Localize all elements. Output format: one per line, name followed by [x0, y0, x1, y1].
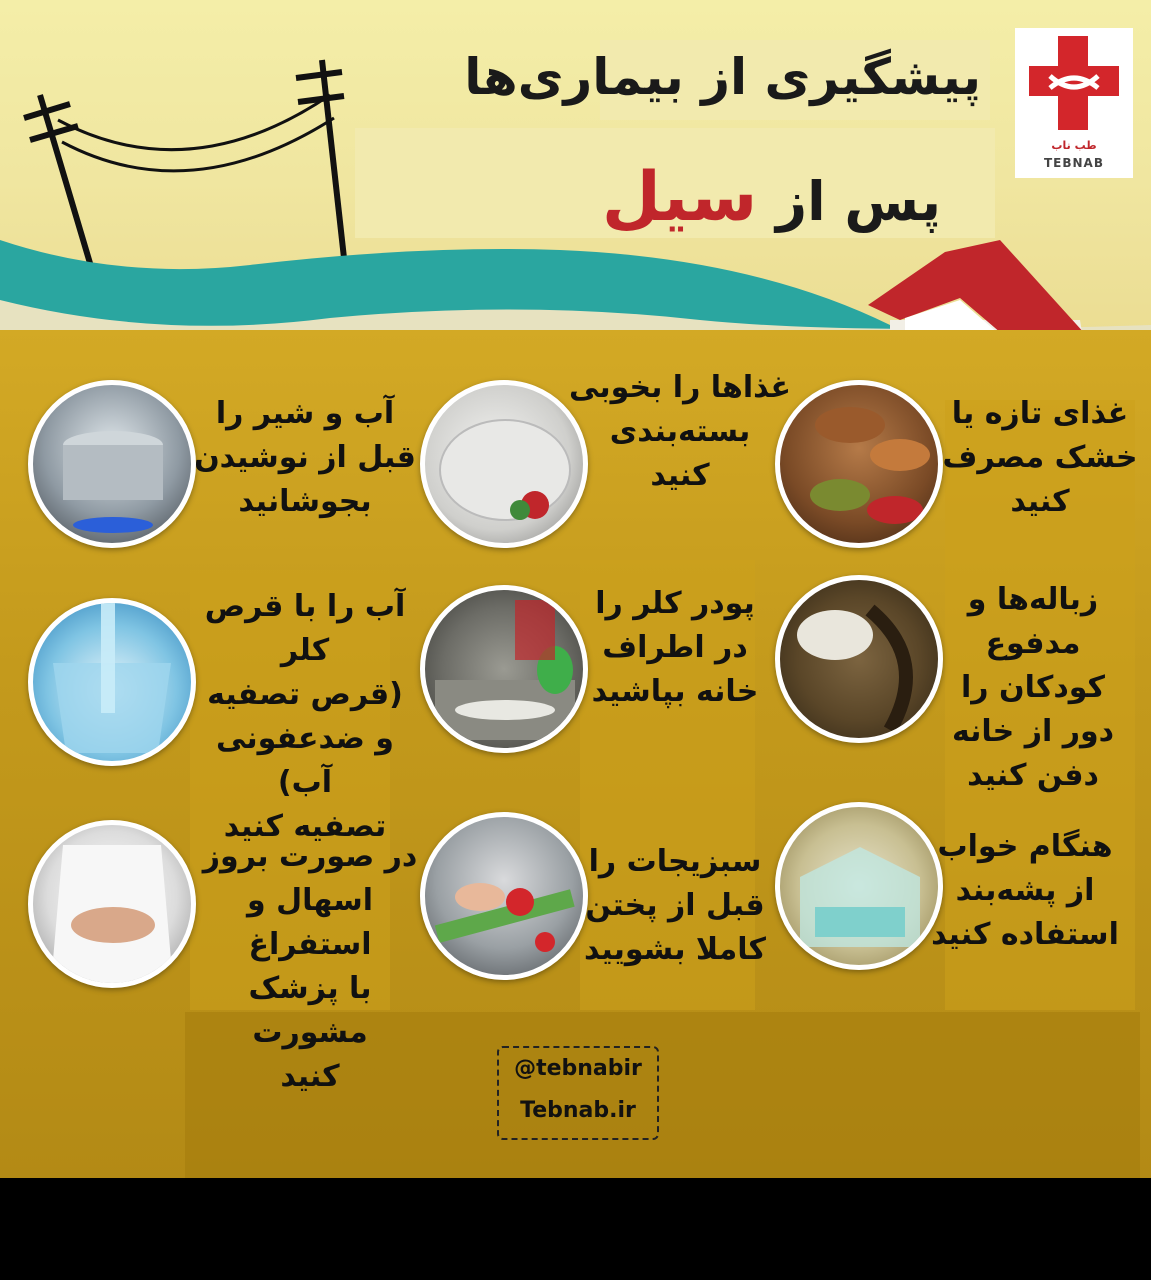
water-glass-image	[28, 598, 196, 766]
dried-food-spices-image	[775, 380, 943, 548]
logo-name: TEBNAB	[1043, 156, 1104, 170]
stomach-pain-image	[28, 820, 196, 988]
logo	[1015, 28, 1133, 178]
page-title: پیشگیری از بیماری‌ها	[464, 48, 981, 106]
bottom-bar	[0, 1178, 1151, 1280]
logo-brand: طب ناب	[1051, 139, 1097, 152]
tip-chlorine-tablet: آب را با قرص کلر (قرص تصفیه و ضدعفونی آب) تصفیه کنید	[204, 589, 406, 844]
subtitle-prefix: پس از	[757, 170, 941, 233]
chlorine-powder-image	[420, 585, 588, 753]
red-cross-hands-icon	[1015, 28, 1133, 138]
tip-chlorine-powder: پودر کلر را در اطراف خانه بپاشید	[591, 586, 759, 709]
mosquito-net-image	[775, 802, 943, 970]
washing-vegetables-image	[420, 812, 588, 980]
subtitle-flood: سیل	[601, 158, 758, 237]
boiling-pot-image	[28, 380, 196, 548]
tip-bury-waste: زباله‌ها و مدفوع کودکان را دور از خانه دفن کنید	[951, 582, 1115, 793]
tip-wash-vegetables: سبزیجات را قبل از پختن کاملا بشویید	[584, 844, 766, 967]
tip-package-food: غذاها را بخوبی بسته‌بندی کنید	[569, 370, 791, 493]
contact-box	[497, 1046, 659, 1140]
tip-mosquito-net: هنگام خواب از پشه‌بند استفاده کنید	[931, 829, 1119, 952]
tip-boil-water: آب و شیر را قبل از نوشیدن بجوشانید	[194, 396, 416, 519]
website-link[interactable]: Tebnab.ir	[520, 1098, 636, 1123]
tip-consult-doctor: در صورت بروز اسهال و استفراغ با پزشک مشورت کنید	[202, 839, 418, 1094]
page-subtitle	[602, 158, 941, 237]
social-handle[interactable]: @tebnabir	[514, 1056, 642, 1081]
tip-fresh-dry-food: غذای تازه یا خشک مصرف کنید	[942, 396, 1138, 519]
